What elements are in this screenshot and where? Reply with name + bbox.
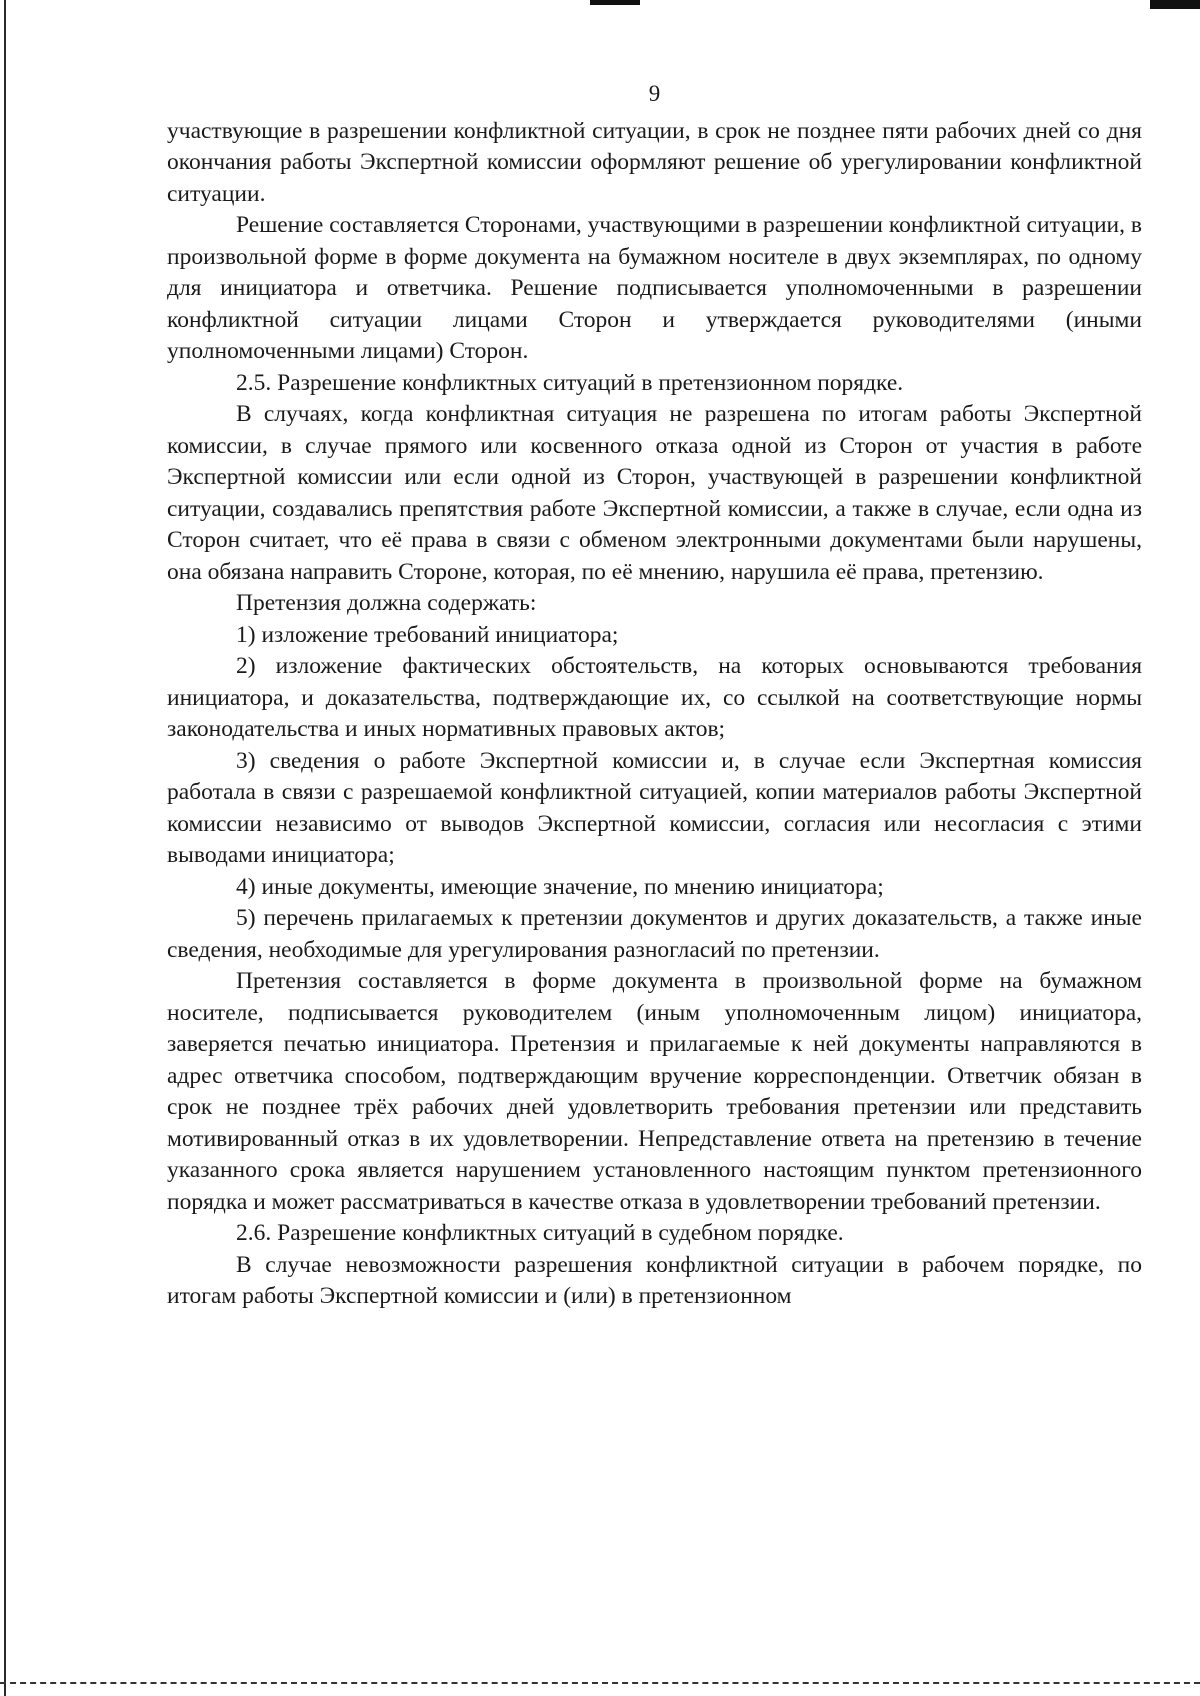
paragraph: В случаях, когда конфликтная ситуация не разрешена по итогам работы Экспертной комиссии, в случае прямого или косвенного отказа одной из Сторон от участия в работе Экспертной комиссии или если одной из Сторон, участвующей в разрешении конфликтной ситуации, создавались препятствия работе Экспертной комиссии, а также в случае, если одна из Сторон считает, что её права в связи с обменом электронными документами были нарушены, она обязана направить Стороне, которая, по её мнению, нарушила её права, претензию. bbox=[167, 401, 1142, 585]
paragraph: 2.5. Разрешение конфликтных ситуаций в претензионном порядке. bbox=[236, 369, 904, 396]
paragraph: 4) иные документы, имеющие значение, по мнению инициатора; bbox=[236, 873, 884, 900]
scan-bottom-edge bbox=[0, 1682, 1200, 1684]
scan-top-mark bbox=[590, 0, 640, 5]
paragraph: 2) изложение фактических обстоятельств, на которых основываются требования инициатора, и доказательства, подтверждающие их, со ссылкой на соответствующие нормы законодательства и иных нормативных правовых актов; bbox=[167, 653, 1142, 742]
paragraph: В случае невозможности разрешения конфликтной ситуации в рабочем порядке, по итогам работы Экспертной комиссии и (или) в претензионном bbox=[167, 1251, 1142, 1309]
paragraph: Претензия составляется в форме документа в произвольной форме на бумажном носителе, подписывается руководителем (иным уполномоченным лицом) инициатора, заверяется печатью инициатора. Претензия и прилагаемые к ней документы направляются в адрес ответчика способом, подтверждающим вручение корреспонденции. Ответчик обязан в срок не позднее трёх рабочих дней удовлетворить требования претензии или представить мотивированный отказ в их удовлетворении. Непредставление ответа на претензию в течение указанного срока является нарушением установленного настоящим пунктом претензионного порядка и может рассматриваться в качестве отказа в удовлетворении требований претензии. bbox=[167, 968, 1142, 1215]
paragraph: 5) перечень прилагаемых к претензии документов и других доказательств, а также иные сведения, необходимые для урегулирования разногласий по претензии. bbox=[167, 905, 1142, 963]
paragraph: 3) сведения о работе Экспертной комиссии и, в случае если Экспертная комиссия работала в связи с разрешаемой конфликтной ситуацией, копии материалов работы Экспертной комиссии независимо от выводов Экспертной комиссии, согласия или несогласия с этими выводами инициатора; bbox=[167, 747, 1142, 868]
scan-left-edge bbox=[4, 0, 6, 1696]
paragraph: 2.6. Разрешение конфликтных ситуаций в судебном порядке. bbox=[236, 1220, 844, 1246]
paragraph: Решение составляется Сторонами, участвующими в разрешении конфликтной ситуации, в произвольной форме в форме документа на бумажном носителе в двух экземплярах, по одному для инициатора и ответчика. Решение подписывается уполномоченными в разрешении конфликтной ситуации лицами Сторон и утверждается руководителями (иными уполномоченными лицами) Сторон. bbox=[167, 212, 1142, 364]
paragraph: 1) изложение требований инициатора; bbox=[236, 621, 619, 648]
scan-top-corner-mark bbox=[1150, 0, 1200, 9]
document-page bbox=[167, 78, 1142, 1313]
document-body bbox=[167, 116, 1142, 1313]
paragraph: Претензия должна содержать: bbox=[236, 590, 537, 616]
page-number: 9 bbox=[648, 81, 661, 106]
paragraph: участвующие в разрешении конфликтной ситуации, в срок не позднее пяти рабочих дней со дня окончания работы Экспертной комиссии оформляют решение об урегулировании конфликтной ситуации. bbox=[167, 117, 1142, 207]
